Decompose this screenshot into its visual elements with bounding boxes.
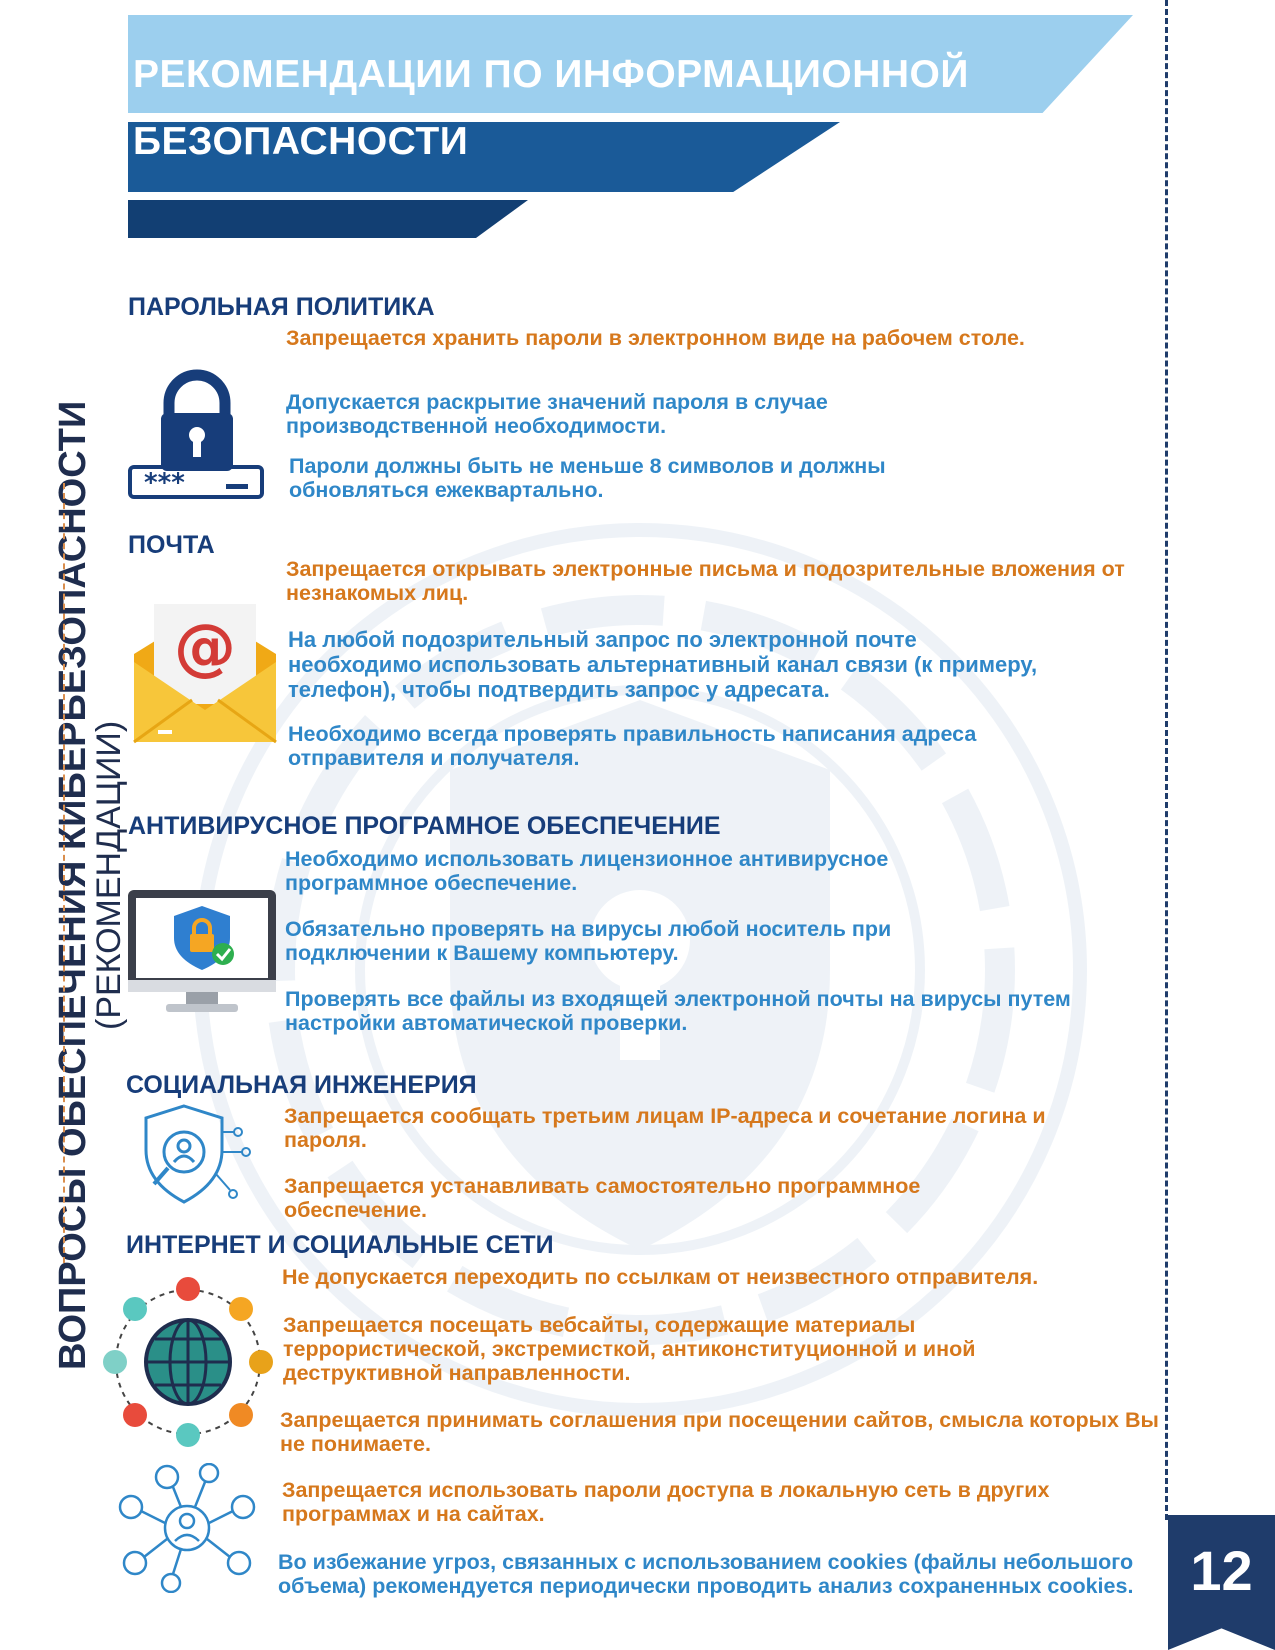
header-banner-dark <box>128 200 528 238</box>
monitor-shield-icon <box>126 888 278 1020</box>
section-title-social-engineering: СОЦИАЛЬНАЯ ИНЖЕНЕРИЯ <box>126 1071 477 1099</box>
page-title-line1: РЕКОМЕНДАЦИИ ПО ИНФОРМАЦИОННОЙ <box>133 53 969 96</box>
internet-item-3: Запрещается принимать соглашения при посещении сайтов, смысла которых Вы не понимаете. <box>280 1408 1159 1456</box>
section-title-mail: ПОЧТА <box>128 531 215 559</box>
internet-item-5: Во избежание угроз, связанных с использованием cookies (файлы небольшого объема) рекомендуется периодически проводить анализ сохраненных cookies. <box>278 1550 1134 1598</box>
globe-network-icon <box>103 1277 273 1447</box>
sidebar-title: ВОПРОСЫ ОБЕСПЕЧЕНИЯ КИБЕРБЕЗОПАСНОСТИ <box>52 400 94 1370</box>
password-item-3: Пароли должны быть не меньше 8 символов и должны обновляться ежеквартально. <box>289 454 886 502</box>
antivirus-item-3: Проверять все файлы из входящей электронной почты на вирусы путем настройки автоматической проверки. <box>285 987 1071 1035</box>
svg-text:***: *** <box>144 468 185 498</box>
internet-item-2: Запрещается посещать вебсайты, содержащие материалы террористической, экстремисткой, антиконституционной и иной деструктивной направленности. <box>283 1313 976 1385</box>
email-envelope-icon <box>130 602 280 750</box>
page-title-line2: БЕЗОПАСНОСТИ <box>133 120 469 163</box>
password-item-2: Допускается раскрытие значений пароля в случае производственной необходимости. <box>286 390 828 438</box>
right-dashed-divider <box>1165 0 1168 1520</box>
sidebar-subtitle: (РЕКОМЕНДАЦИИ) <box>90 720 128 1030</box>
shield-user-icon <box>138 1102 252 1210</box>
section-title-antivirus: АНТИВИРУСНОЕ ПРОГРАМНОЕ ОБЕСПЕЧЕНИЕ <box>128 812 721 840</box>
password-item-1: Запрещается хранить пароли в электронном виде на рабочем столе. <box>286 326 1025 350</box>
internet-item-1: Не допускается переходить по ссылкам от неизвестного отправителя. <box>282 1265 1039 1289</box>
mail-item-3: Необходимо всегда проверять правильность написания адреса отправителя и получателя. <box>288 722 977 770</box>
antivirus-item-2: Обязательно проверять на вирусы любой носитель при подключении к Вашему компьютеру. <box>285 917 892 965</box>
mail-item-1: Запрещается открывать электронные письма и подозрительные вложения от незнакомых лиц. <box>286 557 1125 605</box>
page-number: 12 <box>1190 1539 1253 1602</box>
section-title-internet: ИНТЕРНЕТ И СОЦИАЛЬНЫЕ СЕТИ <box>126 1231 554 1259</box>
mail-item-2: На любой подозрительный запрос по электронной почте необходимо использовать альтернативный канал связи (к примеру, телефон), чтобы подтвердить запрос у адресата. <box>288 627 1038 702</box>
social-engineering-item-1: Запрещается сообщать третьим лицам IP-адреса и сочетание логина и пароля. <box>284 1104 1046 1152</box>
social-engineering-item-2: Запрещается устанавливать самостоятельно программное обеспечение. <box>284 1174 921 1222</box>
section-title-password: ПАРОЛЬНАЯ ПОЛИТИКА <box>128 293 435 321</box>
padlock-password-icon <box>126 365 266 500</box>
social-network-icon <box>117 1463 257 1593</box>
antivirus-item-1: Необходимо использовать лицензионное антивирусное программное обеспечение. <box>285 847 889 895</box>
sidebar-dashed-divider <box>63 483 65 1263</box>
internet-item-4: Запрещается использовать пароли доступа в локальную сеть в других программах и на сайтах. <box>282 1478 1050 1526</box>
svg-text:@: @ <box>174 610 236 683</box>
